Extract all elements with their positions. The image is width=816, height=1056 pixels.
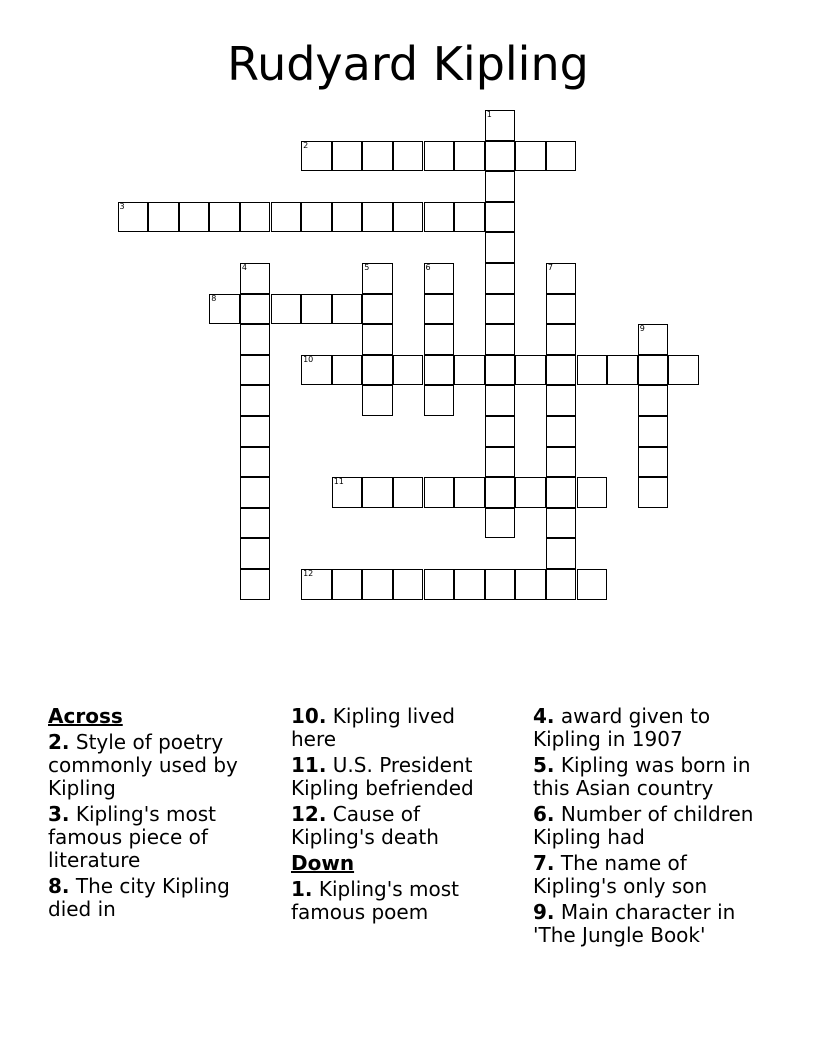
grid-cell[interactable]: [424, 141, 455, 172]
grid-cell[interactable]: [546, 294, 577, 325]
clue-column-2: [291, 702, 501, 924]
grid-cell[interactable]: [271, 202, 302, 233]
grid-cell[interactable]: [240, 569, 271, 600]
grid-cell[interactable]: [485, 110, 516, 141]
grid-cell[interactable]: [485, 171, 516, 202]
grid-cell[interactable]: [485, 569, 516, 600]
clue-across-10: 10. Kipling lived here: [291, 704, 455, 751]
grid-cell[interactable]: [546, 569, 577, 600]
grid-cell[interactable]: [332, 294, 363, 325]
grid-cell[interactable]: [240, 416, 271, 447]
clue-number: 1: [486, 110, 492, 119]
clue-column-3: [533, 702, 768, 947]
grid-cell[interactable]: [301, 294, 332, 325]
clue-column-1: [48, 702, 258, 921]
grid-cell[interactable]: [240, 508, 271, 539]
grid-cell[interactable]: [577, 569, 608, 600]
grid-cell[interactable]: [240, 355, 271, 386]
grid-cell[interactable]: [393, 569, 424, 600]
grid-cell[interactable]: [118, 202, 149, 233]
clue-number: 5: [364, 263, 370, 272]
clue-number: 4: [241, 263, 247, 272]
grid-cell[interactable]: [485, 141, 516, 172]
grid-cell[interactable]: [454, 569, 485, 600]
grid-cell[interactable]: [454, 141, 485, 172]
grid-cell[interactable]: [485, 355, 516, 386]
clue-across-8: 8. The city Kipling died in: [48, 874, 230, 921]
grid-cell[interactable]: [424, 355, 455, 386]
grid-cell[interactable]: [485, 447, 516, 478]
grid-cell[interactable]: [240, 477, 271, 508]
grid-cell[interactable]: [485, 416, 516, 447]
grid-cell[interactable]: [515, 355, 546, 386]
grid-cell[interactable]: [301, 202, 332, 233]
grid-cell[interactable]: [393, 477, 424, 508]
grid-cell[interactable]: [638, 324, 669, 355]
grid-cell[interactable]: [240, 447, 271, 478]
grid-cell[interactable]: [485, 202, 516, 233]
clue-number: 12: [303, 569, 314, 578]
grid-cell[interactable]: [148, 202, 179, 233]
grid-cell[interactable]: [485, 294, 516, 325]
grid-cell[interactable]: [546, 447, 577, 478]
grid-cell[interactable]: [638, 416, 669, 447]
grid-cell[interactable]: [515, 141, 546, 172]
clue-down-7: 7. The name of Kipling's only son: [533, 851, 708, 898]
grid-cell[interactable]: [301, 355, 332, 386]
clue-down-9: 9. Main character in 'The Jungle Book': [533, 900, 736, 947]
page-title: Rudyard Kipling: [227, 37, 589, 91]
grid-cell[interactable]: [577, 355, 608, 386]
grid-cell[interactable]: [577, 477, 608, 508]
grid-cell[interactable]: [546, 385, 577, 416]
clue-number: 2: [303, 140, 309, 150]
clue-down-1: 1. Kipling's most famous poem: [291, 877, 459, 924]
grid-cell[interactable]: [240, 294, 271, 325]
grid-cell[interactable]: [362, 477, 393, 508]
grid-cell[interactable]: [240, 324, 271, 355]
grid-cell[interactable]: [454, 477, 485, 508]
grid-cell[interactable]: [546, 538, 577, 569]
grid-cell[interactable]: [393, 355, 424, 386]
grid-cell[interactable]: [424, 294, 455, 325]
grid-cell[interactable]: [362, 294, 393, 325]
grid-cell[interactable]: [546, 416, 577, 447]
grid-cell[interactable]: [332, 355, 363, 386]
grid-cell[interactable]: [209, 202, 240, 233]
grid-cell[interactable]: [362, 141, 393, 172]
clue-across-12: 12. Cause of Kipling's death: [291, 802, 439, 849]
grid-cell[interactable]: [607, 355, 638, 386]
grid-cell[interactable]: [424, 202, 455, 233]
grid-cell[interactable]: [546, 355, 577, 386]
grid-cell[interactable]: [485, 385, 516, 416]
grid-cell[interactable]: [485, 263, 516, 294]
clue-down-6: 6. Number of children Kipling had: [533, 802, 754, 849]
grid-cell[interactable]: [485, 232, 516, 263]
grid-cell[interactable]: [332, 202, 363, 233]
grid-cell[interactable]: [546, 324, 577, 355]
clue-number: 6: [425, 263, 431, 272]
grid-cell[interactable]: [393, 202, 424, 233]
clue-number: 11: [333, 477, 344, 487]
grid-cell[interactable]: [240, 202, 271, 233]
clue-number: 3: [119, 201, 125, 211]
grid-cell[interactable]: [240, 538, 271, 569]
grid-cell[interactable]: [332, 141, 363, 172]
grid-cell[interactable]: [546, 263, 577, 294]
grid-cell[interactable]: [546, 508, 577, 539]
grid-cell[interactable]: [362, 569, 393, 600]
clue-across-3: 3. Kipling's most famous piece of literature: [48, 802, 216, 872]
clue-number: 7: [547, 263, 553, 272]
grid-cell[interactable]: [454, 202, 485, 233]
grid-cell[interactable]: [240, 385, 271, 416]
grid-cell[interactable]: [546, 477, 577, 508]
clue-across-11: 11. U.S. President Kipling befriended: [291, 753, 474, 800]
grid-cell[interactable]: [362, 263, 393, 294]
grid-cell[interactable]: [638, 385, 669, 416]
grid-cell[interactable]: [515, 569, 546, 600]
grid-cell[interactable]: [638, 355, 669, 386]
clue-across-2: 2. Style of poetry commonly used by Kipling: [48, 730, 238, 800]
grid-cell[interactable]: [271, 294, 302, 325]
grid-cell[interactable]: [485, 324, 516, 355]
grid-cell[interactable]: [485, 508, 516, 539]
grid-cell[interactable]: [179, 202, 210, 233]
grid-cell[interactable]: [546, 141, 577, 172]
clue-down-4: 4. award given to Kipling in 1907: [533, 704, 711, 751]
grid-cell[interactable]: [301, 569, 332, 600]
grid-cell[interactable]: [515, 477, 546, 508]
grid-cell[interactable]: [454, 355, 485, 386]
grid-cell[interactable]: [485, 477, 516, 508]
grid-cell[interactable]: [332, 569, 363, 600]
clue-number: 10: [303, 354, 314, 364]
grid-cell[interactable]: [424, 385, 455, 416]
grid-cell[interactable]: [638, 447, 669, 478]
clue-down-5: 5. Kipling was born in this Asian country: [533, 753, 751, 800]
grid-cell[interactable]: [424, 569, 455, 600]
grid-cell[interactable]: [668, 355, 699, 386]
clue-number: 9: [639, 324, 645, 334]
clue-number: 8: [211, 293, 217, 303]
grid-cell[interactable]: [638, 477, 669, 508]
grid-cell[interactable]: [362, 385, 393, 416]
grid-cell[interactable]: [362, 324, 393, 355]
grid-cell[interactable]: [332, 477, 363, 508]
grid-cell[interactable]: [424, 263, 455, 294]
grid-cell[interactable]: [393, 141, 424, 172]
down-heading: Down: [291, 851, 355, 875]
grid-cell[interactable]: [424, 324, 455, 355]
grid-cell[interactable]: [424, 477, 455, 508]
grid-cell[interactable]: [301, 141, 332, 172]
across-heading: Across: [48, 704, 123, 728]
grid-cell[interactable]: [209, 294, 240, 325]
grid-cell[interactable]: [362, 355, 393, 386]
grid-cell[interactable]: [362, 202, 393, 233]
grid-cell[interactable]: [240, 263, 271, 294]
